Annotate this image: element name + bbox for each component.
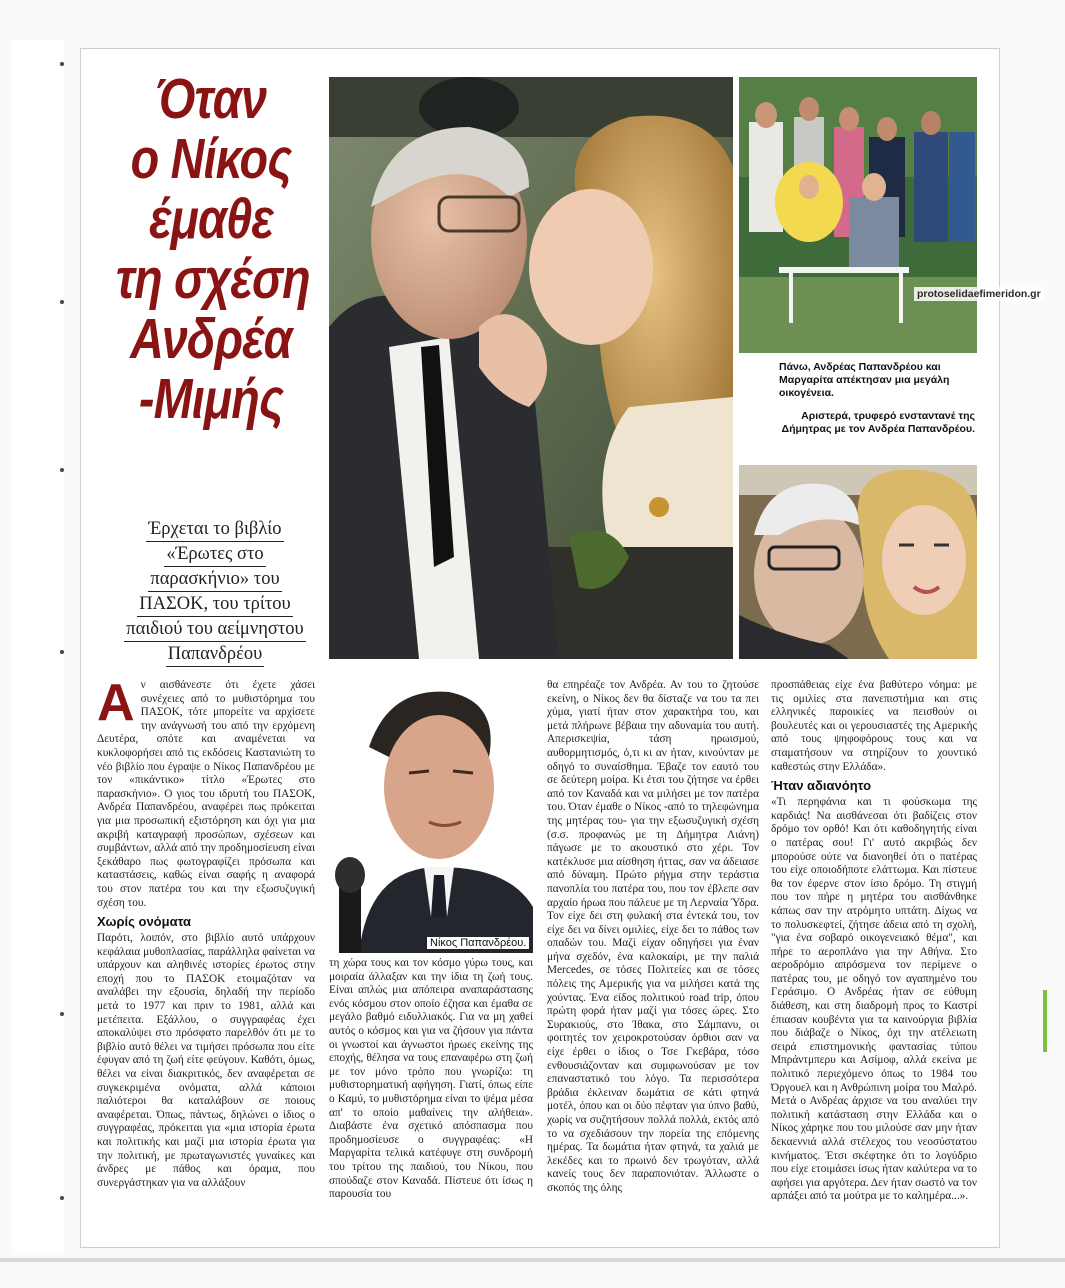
scan-bottom-edge (0, 1258, 1065, 1262)
family-photo (739, 77, 977, 353)
article-intro: ν αισθάνεστε ότι έχετε χάσει συνέχειες από το μυθιστόρημα του ΠΑΣΟΚ, τότε μπορείτε να αρχίσετε την ανάγνωσή του από την ερχόμενη Δευτέρα, οπότε και αναμένεται να κυκλοφορήσει από τις εκδόσεις Καστανιώτη το νέο βιβλίο που έγραψε ο Νίκος Παπανδρέου με τον «πικάντικο» τίτλο «Έρωτες στο παρασκήνιο». Ο γιος του ιδρυτή του ΠΑΣΟΚ, Ανδρέα Παπανδρέου, αναφέρει πως πρόκειται για μια προσωπική εξιστόρηση και όχι για μια ακριβή καταγραφή προσώπων, σχέσεων και συμβάντων, αλλά από την προδημοσίευση είναι ξεκάθαρο πως φωτογραφίζει πρόσωπα και καταστάσεις, καθώς είναι σαφής η αναφορά του στον πατέρα του και την εξωσυζυγική σχέση του. (97, 679, 315, 909)
headline-line: έμαθε (149, 187, 273, 251)
article-column-2 (329, 957, 533, 1202)
headline-line: ο Νίκος (130, 127, 292, 191)
article-paragraph: θα επηρέαζε τον Ανδρέα. Αν του το ζητούσε εκείνη, ο Νίκος δεν θα δίσταζε να του τα πει χύμα, γιατί ήταν στον χαρακτήρα του, και μετά πλήρωνε βέβαια την αδυναμία του αυτή. Απερισκεψία, τάση ηρωισμού, αυθορμητισμός, ό,τι κι αν ήταν, κινούνταν με οδηγό το συναίσθημα. Έβαζε τον εαυτό του σε δεύτερη μοίρα. Κι έτσι του ζήτησε να έρθει από τον Καναδά και να μιλήσει με τον πατέρα του. Όταν έμαθε ο Νίκος -από το τηλεφώνημα της μητέρας του- για την εξωσυζυγική σχέση (σ.σ. προφανώς με τη Δήμητρα Λιάνη) πάγωσε με το ακουστικό στο χέρι. Τον κατέκλυσε μια αίσθηση ήττας, σαν να άδειασε από δύναμη. Πρώτο ρήγμα στην τεράστια πανοπλία του πατέρα του, που τον έβλεπε σαν αρχαίο ήρωα που πάλευε με τη Λερναία Ύδρα. Τον είχε δει στη φυλακή στα έντεκά του, τον είχε δει να δίνει ομιλίες, είχε δει το πάθος των οπαδών του. Μαζί είχαν οδηγήσει για έναν μήνα σχεδόν, ένα καλοκαίρι, με την παλιά Mercedes, σε τόσες Πολιτείες και σε τόσες πόλεις της Αμερικής για να μιλήσει κατά της χούντας. Ένα είδος πολιτικού road trip, όπου πρώτη φορά ήταν μαζί για τόσες ώρες. Στο Συρακιούς, στο Ίθακα, στο Σάμπανυ, οι φοιτητές τον χειροκροτούσαν όρθιοι σαν να είχε έρθει ο ίδιος ο Τσε Γκεβάρα, τόσο ενθουσιάζονταν και συμφωνούσαν με τον επαναστατικό του λόγο. Τα περισσότερα βράδια έκλειναν δωμάτια σε κάτι φτηνά μοτέλ, όπου και οι δύο πέφταν για ύπνο βαθύ, χωρίς να συζητήσουν πολλά πολλά, εκτός από το να σχεδιάσουν την πορεία της επόμενης ημέρας. Τα δωμάτια ήταν φτηνά, τα χαλιά με λεκέδες και το πρωινό δεν τρωγόταν, αλλά κανείς τους δεν παραπονιόταν. Άλλωστε ο σκοπός της όλης (547, 679, 759, 1194)
subhead-line: ΠΑΣΟΚ, του τρίτου (137, 592, 292, 617)
article-column-3 (547, 679, 759, 1196)
article-paragraph: Παρότι, λοιπόν, στο βιβλίο αυτό υπάρχουν κεφάλαια μυθοπλασίας, παράλληλα φαίνεται να υπάρχουν και αληθινές ιστορίες έρωτος στην εποχή που το ΠΑΣΟΚ ετοιμαζόταν να αναλάβει την εξουσία, δηλαδή την περίοδο μετά το 1977 και πριν το 1981, αλλά και μετέπειτα. Εξάλλου, ο συγγραφέας έχει αποκαλύψει στο πρόσφατο παρελθόν ότι με το βιβλίο αυτό θέλει να τιμήσει πρόσωπα που είτε έφυγαν από τη ζωή είτε φεύγουν. Καθότι, όμως, θέλει να είναι διακριτικός, δεν αναφέρεται σε συγκεκριμένα ονόματα, αλλά κάποιοι παλιότεροι θα καταλάβουν σε ποιους αναφέρεται. Όπως, πάντως, δηλώνει ο ίδιος ο συγγραφέας, πρόκειται για «μια ιστορία έρωτα και πολιτικής και μαζί μια ιστορία έρωτα για την πολιτική, με πρωταγωνιστές γυναίκες και άνδρες με πάθος και όραμα, που συνεργάστηκαν για να αλλάξουν (97, 932, 315, 1189)
subheadline (111, 517, 319, 667)
subhead-line: παιδιού του αείμνηστου (124, 617, 305, 642)
headline-line: -Μιμής (138, 367, 284, 431)
article-paragraph: τη χώρα τους και τον κόσμο γύρω τους, και μοιραία άλλαξαν και την ίδια τη ζωή τους. Είναι απλώς μια απόπειρα αναπαράστασης ενός κόσμου στον οποίο έζησα και έμαθα σε μεγάλο βαθμό ειδυλλιακός. Για να μη χαθεί αυτός ο κόσμος και για να ζήσουν για πάντα οι γνωστοί και άγνωστοι ήρωες εκείνης της εποχής, θέλησα να τους επαναφέρω στη ζωή με τον μόνο τρόπο που γνωρίζω: τη μυθιστορηματική αφήγηση. Γιατί, όπως είπε ο Καμύ, το μυθιστόρημα είναι το ψέμα μέσα απ' το οποίο μαθαίνεις την αλήθεια». Διαβάστε ένα σχετικό απόσπασμα που προδημοσίευσε ο συγγραφέας: «Η Μαργαρίτα τελικά κατέφυγε στη συνδρομή του τρίτου της παιδιού, του Νίκου, που σπούδαζε στον Καναδά. Πίστευε ότι ίσως η παρουσία του (329, 957, 533, 1201)
article-paragraph: «Τι περηφάνια και τι φούσκωμα της καρδιάς! Να αισθάνεσαι ότι βαδίζεις στον δρόμο τον ορθό! Και ότι καθοδηγητής είναι ο πατέρας σου! Γι' αυτό ακριβώς δεν μπορούσε ούτε να διανοηθεί ότι ο πατέρας του είχε οποιοδήποτε ελάττωμα. Και πίστευε θα τον έφερνε στον ίσιο δρόμο. Τη στιγμή που τον πήρε η μητέρα του αισθάνθηκε κάπως σαν την ατρόμητο υπτάτη. Δίχως να το πολυσκεφτεί, ζήτησε άδεια από τη σχολή, "για ένα σοβαρό οικογενειακό θέμα", και πήρε το αεροπλάνο για την Αθήνα. Στο αεροδρόμιο απρόσμενα τον περίμενε ο πατέρας του, με οδηγό τον αγαπημένο του Γεράσιμο. Ο Ανδρέας ήταν σε εύθυμη διάθεση, και στη διαδρομή προς το Καστρί έπιασαν κουβέντα για τα καινούργια βιβλία που διάβαζε ο Νίκος, όχι την ατέλειωτη σειρά επιστημονικής φαντασίας τύπου Μπράντμπερυ και Ασίμοφ, αλλά εκείνα με πολιτικό περιεχόμενο όπως το 1984 του Όργουελ και η Ανθρώπινη μοίρα του Μαλρό. Μετά ο Ανδρέας άρχισε να του αναλύει την πολιτική κατάσταση στην Ελλάδα και ο Νίκος χάρηκε που του μιλούσε σαν μην ήταν δεκαεννιά αλλά στέλεχος του νεοσύστατου κινήματος. Έτσι σκέφτηκε ότι το λογύδριο που είχε ετοιμάσει ίσως ήταν καλύτερα να το αφήσει για αργότερα. Δεν ήταν σωστό να τον αρπάξει από τα μούτρα με το καλημέρα...». (771, 796, 977, 1203)
headline-line: τη σχέση (115, 247, 310, 311)
main-photo (329, 77, 733, 659)
article-paragraph: προσπάθειας είχε ένα βαθύτερο νόημα: με τις ομιλίες στα πανεπιστήμια και στις ελληνικές παροικίες να πεισθούν οι βουλευτές και οι γερουσιαστές της Αμερικής από τους ψηφοφόρους τους και να σταματήσουν να στηρίζουν το χουντικό καθεστώς στην Ελλάδα». (771, 679, 977, 773)
caption-left: Αριστερά, τρυφερό ενσταντανέ της Δήμητρας με τον Ανδρέα Παπανδρέου. (781, 410, 975, 435)
photo-captions (779, 361, 975, 446)
section-heading: Χωρίς ονόματα (97, 914, 191, 930)
section-heading: Ήταν αδιανόητο (771, 778, 872, 794)
binder-dot (60, 468, 64, 472)
subhead-line: «Έρωτες στο (164, 542, 265, 567)
drop-cap: Α (97, 674, 135, 732)
binder-dot (60, 62, 64, 66)
binder-dot (60, 650, 64, 654)
subhead-line: Έρχεται το βιβλίο (146, 517, 283, 542)
newspaper-page (80, 48, 1041, 1248)
scroll-indicator (1043, 990, 1047, 1052)
nikos-photo (329, 677, 533, 953)
binder-dot (60, 1012, 64, 1016)
scan-margin (12, 40, 64, 1255)
headline (115, 67, 310, 431)
article-column-4 (771, 679, 977, 1204)
closeup-photo (739, 465, 977, 659)
binder-dot (60, 1196, 64, 1200)
nikos-caption: Νίκος Παπανδρέου. (427, 937, 529, 949)
subhead-line: Παπανδρέου (166, 642, 265, 667)
watermark: protoselidaefimeridon.gr (914, 287, 1044, 301)
caption-top: Πάνω, Ανδρέας Παπανδρέου και Μαργαρίτα απέκτησαν μια μεγάλη οικογένεια. (779, 361, 950, 399)
article-column-1 (97, 674, 315, 1190)
binder-dot (60, 300, 64, 304)
subhead-line: παρασκήνιο» του (148, 567, 281, 592)
headline-line: Ανδρέα (130, 307, 292, 371)
headline-line: Όταν (155, 67, 267, 131)
